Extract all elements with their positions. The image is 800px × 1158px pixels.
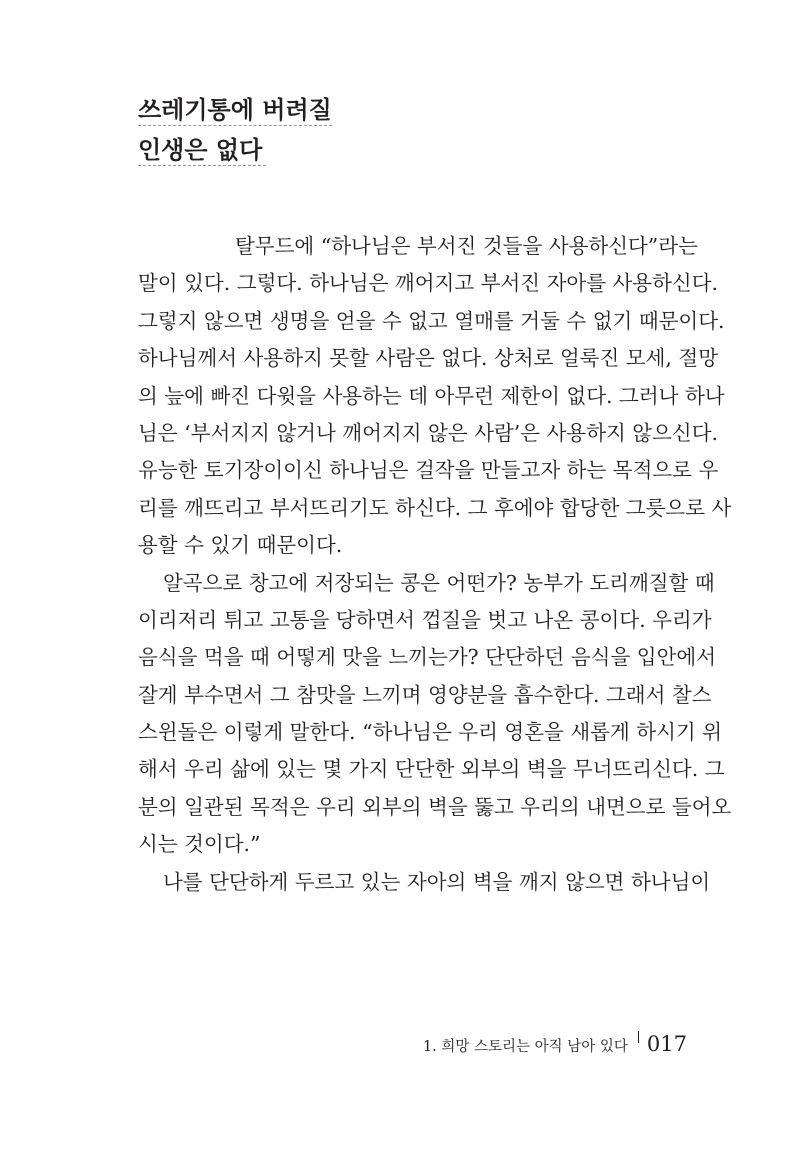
- text-line: 분의 일관된 목적은 우리 외부의 벽을 뚫고 우리의 내면으로 들어오: [138, 794, 732, 819]
- heading-line-1: 쓰레기통에 버려질: [138, 96, 332, 124]
- page-footer: [423, 1032, 687, 1056]
- text-line: 탈무드에 “하나님은 부서진 것들을 사용하신다”라는: [235, 234, 698, 258]
- chapter-heading: [138, 98, 332, 178]
- paragraph-3: [138, 864, 711, 901]
- text-line: 님은 ‘부서지지 않거나 깨어지지 않은 사람’은 사용하지 않으신다.: [138, 420, 719, 445]
- text-line: 그렇지 않으면 생명을 얻을 수 없고 열매를 거둘 수 없기 때문이다.: [138, 308, 725, 333]
- text-line: 해서 우리 삶에 있는 몇 가지 단단한 외부의 벽을 무너뜨리신다. 그: [138, 757, 725, 782]
- text-line: 하나님께서 사용하지 못할 사람은 없다. 상처로 얼룩진 모세, 절망: [138, 346, 719, 371]
- paragraph-1: [138, 228, 732, 565]
- text-line: 잘게 부수면서 그 참맛을 느끼며 영양분을 흡수한다. 그래서 찰스: [138, 682, 712, 707]
- text-line: 이리저리 튀고 고통을 당하면서 껍질을 벗고 나온 콩이다. 우리가: [138, 607, 712, 632]
- text-line: 나를 단단하게 두르고 있는 자아의 벽을 깨지 않으면 하나님이: [163, 869, 711, 894]
- running-head: 1. 희망 스토리는 아직 남아 있다: [422, 1039, 628, 1055]
- heading-line-2: 인생은 없다: [138, 138, 266, 166]
- text-line: 시는 것이다.”: [138, 832, 261, 857]
- text-line: 음식을 먹을 때 어떻게 맛을 느끼는가? 단단하던 음식을 입안에서: [138, 645, 716, 670]
- text-line: 말이 있다. 그렇다. 하나님은 깨어지고 부서진 자아를 사용하신다.: [138, 271, 719, 296]
- text-line: 스윈돌은 이렇게 말한다. “하나님은 우리 영혼을 새롭게 하시기 위: [138, 720, 723, 745]
- text-line: 알곡으로 창고에 저장되는 콩은 어떤가? 농부가 도리깨질할 때: [163, 570, 715, 595]
- page-number: 017: [646, 1032, 687, 1056]
- paragraph-2: [138, 565, 732, 864]
- body-text: [138, 228, 732, 901]
- text-line: 유능한 토기장이이신 하나님은 걸작을 만들고자 하는 목적으로 우: [138, 458, 719, 483]
- footer-divider: [638, 1031, 639, 1043]
- text-line: 리를 깨뜨리고 부서뜨리기도 하신다. 그 후에야 합당한 그릇으로 사: [138, 495, 732, 520]
- text-line: 의 늪에 빠진 다윗을 사용하는 데 아무런 제한이 없다. 그러나 하나: [138, 383, 725, 408]
- text-line: 용할 수 있기 때문이다.: [138, 533, 343, 558]
